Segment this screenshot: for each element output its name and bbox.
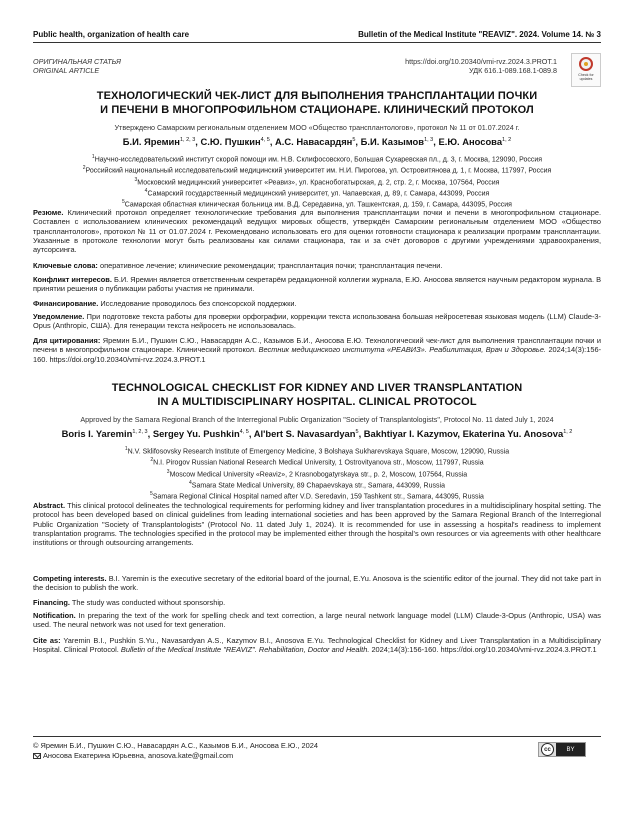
cc-license-badge[interactable] [538,742,586,757]
en-author-name: Bakhtiyar I. Kazymov [363,428,458,439]
en-funding [33,598,601,607]
en-author-affil-ref: 1, 2, 3 [132,428,148,435]
en-author-name: Al'bert S. Navasardyan [253,428,356,439]
en-cite-main: Yaremin B.I., Pushkin S.Yu., Navasardyan A.S., Kazymov B.I., Anosova E.Yu. Technological Checklist for Kidney and Liver Transplantation in a Multidisciplinary Hospital. Clinical Protocol. [33,636,602,655]
ru-affiliation-text: Самарская областная клиническая больница им. В.Д. Середавина, ул. Ташкентская, д. 159, г. Самара, 443095, Россия [124,201,512,209]
crossmark-icon [579,57,593,71]
contact-name: Аносова Екатерина Юрьевна, [43,751,146,760]
en-author-name: Ekaterina Yu. Anosova [462,428,564,439]
ru-affiliations [33,153,601,210]
header-section: Public health, organization of health care [33,29,190,39]
ru-cite-doi[interactable]: 2024;14(3):156-160. https://doi.org/10.20340/vmi-rvz.2024.3.PROT.1 [33,345,602,364]
running-header [33,26,601,42]
ru-affiliation-number: 2 [82,165,86,172]
footer-divider [33,736,601,737]
en-author [62,428,153,439]
en-affiliation-text: Moscow Medical University «Reaviz», 2 Krasnobogatyrskaya str., p. 2, Moscow, 107564, Russia [169,470,468,478]
ru-affiliation-number: 5 [122,199,125,206]
article-type-en: ORIGINAL ARTICLE [33,66,100,75]
ru-author-name: Б.И. Казымов [360,136,425,147]
en-affiliation-text: N.V. Sklifosovsky Research Institute of Emergency Medicine, 3 Bolshaya Sukharevskaya Square, Moscow, 129090, Russia [127,448,510,456]
en-conflict-label: Competing interests. [33,574,107,583]
ru-author-separator: , [355,136,361,147]
en-affiliations [33,445,601,502]
ru-author-affil-ref: 5 [352,136,356,143]
en-author [153,428,254,439]
en-author [463,428,573,439]
ru-notice-text: При подготовке текста работы для проверки орфографии, коррекции текста использована большая нейросетевая языковая модель (LLM) Claude-3-Opus (Anthropic, США). Для генерации текста нейросеть не использовалась. [33,312,601,331]
ru-cite-main: Яремин Б.И., Пушкин С.Ю., Навасардян А.С., Казымов Б.И., Аносова Е.Ю. Технологический чек-лист для выполнения трансплантации почки и печени в многопрофильном стационаре. Клинический протокол. [33,336,601,355]
ru-citation [33,336,601,364]
ru-keywords-label: Ключевые слова: [33,261,98,270]
ru-author-name: С.Ю. Пушкин [200,136,261,147]
en-notice-text: In preparing the text of the work for spelling check and text correction, a large neural network language model (LLM) Claude-3-Opus (Anthropic, USA) was used. The neural network was not used for text generation. [33,611,601,630]
en-affiliation-number: 3 [166,468,170,475]
udc-code: УДК 616.1-089.168.1-089.8 [468,66,557,75]
ru-author-affil-ref: 1, 2, 3 [179,136,196,143]
ru-author-affil-ref: 4, 5 [260,136,270,143]
ru-cite-journal: Вестник медицинского института «РЕАВИЗ». Реабилитация, Врач и Здоровье. [258,345,546,355]
ru-author [123,136,201,147]
en-affiliation-number: 1 [124,446,128,452]
ru-notice-label: Уведомление. [33,312,85,321]
badge-label: Check for updates [578,73,594,81]
ru-affiliation [33,153,601,164]
ru-author-affil-ref: 1, 3 [424,136,434,143]
ru-author-separator: , [269,136,276,147]
en-title-line-1: TECHNOLOGICAL CHECKLIST FOR KIDNEY AND LIVER TRANSPLANTATION [111,382,523,394]
header-divider [33,42,601,43]
en-conflict-text: B.I. Yaremin is the executive secretary of the editorial board of the journal, E.Yu. Anosova is the scientific editor of the journal. They did not take part in the decision to publish the work. [33,574,601,593]
ru-title [33,89,601,117]
ru-notice [33,312,601,331]
en-author-affil-ref: 1, 2 [563,428,573,435]
ru-affiliation [33,164,601,175]
en-notice [33,611,601,630]
ru-affiliation [33,187,601,198]
en-author-list [33,428,601,439]
ru-author-name: А.С. Навасардян [275,136,353,147]
en-author-separator: , [248,428,254,439]
en-author-affil-ref: 4, 5 [239,428,249,435]
cc-by-label: BY [556,743,585,756]
en-affiliation [33,468,601,479]
ru-affiliation-text: Научно-исследовательский институт скорой помощи им. Н.В. Склифосовского, Большая Сухаревская пл., д. 3, г. Москва, 129090, Россия [94,156,543,164]
ru-cite-label: Для цитирования: [33,336,101,345]
en-author-separator: , [147,428,153,439]
article-meta [33,57,601,83]
en-funding-text: The study was conducted without sponsorship. [71,598,226,607]
en-notice-label: Notification. [33,611,76,620]
en-affiliation-text: Samara State Medical University, 89 Chapaevskaya str., Samara, 443099, Russia [191,482,445,490]
header-journal: Bulletin of the Medical Institute "REAVIZ". 2024. Volume 14. № 3 [358,29,601,39]
ru-conflict [33,275,601,294]
ru-author [438,136,511,147]
ru-author [275,136,361,147]
ru-abstract [33,208,601,254]
cc-icon: cc [541,743,554,756]
en-affiliation [33,479,601,490]
ru-author-name: Б.И. Яремин [122,136,180,147]
ru-funding-label: Финансирование. [33,299,99,308]
en-approved: Approved by the Samara Regional Branch of the Interregional Public Organization "Society of Transplantologists", Protocol No. 11 dated July 1, 2024 [80,415,554,424]
ru-conflict-label: Конфликт интересов. [33,275,112,284]
en-affiliation [33,456,601,467]
en-title [33,381,601,409]
en-funding-label: Financing. [33,598,70,607]
ru-conflict-text: Б.И. Яремин является ответственным секретарём редакционной коллегии журнала, Е.Ю. Аносова является научным редактором журнала. В принятии решения о публикации работы участия не принимали. [33,275,601,294]
page-footer [33,741,318,761]
en-abstract [33,501,601,547]
en-author-separator: , [358,428,364,439]
ru-author-name: Е.Ю. Аносова [438,136,503,147]
article-identifiers [405,57,557,75]
en-affiliation [33,490,601,501]
en-affiliation [33,445,601,456]
en-affiliation-number: 4 [189,479,192,486]
en-affiliation-text: N.I. Pirogov Russian National Research Medical University, 1 Ostrovityanova str., Moscow, 117997, Russia [153,459,484,467]
en-cite-journal: Bulletin of the Medical Institute "REAVIZ". Rehabilitation, Doctor and Health. [120,645,370,655]
doi-link[interactable]: https://doi.org/10.20340/vmi-rvz.2024.3.PROT.1 [405,57,557,66]
en-abstract-text: This clinical protocol delineates the technological requirements for performing kidney and liver transplantation procedures in a multidisciplinary hospital setting. The protocol has been developed based on clinical guidelines from leading international societies and has been approved by the Samara Regional Branch of the Interregional Public Organization "Society of Transplantologists" (Protocol No. 11 dated July 1, 2024). It is recommended for use in assessing a hospital's readiness to implement transplantation programs. The technologies specified in the protocol may be implemented either through the hospital's own resources or via agreements with other healthcare institutions or through outsourcing arrangements. [33,501,601,548]
en-conflict [33,574,601,593]
en-author-affil-ref: 5 [355,428,359,435]
article-type [33,57,121,75]
ru-affiliation [33,176,601,187]
en-affiliation-number: 5 [150,491,153,498]
ru-affiliation-text: Московский медицинский университет «Реавиз», ул. Краснобогатырская, д. 2, стр. 2, г. Москва, 107564, Россия [137,178,500,186]
ru-affiliation-text: Самарский государственный медицинский университет, ул. Чапаевская, д. 89, г. Самара, 443099, Россия [147,190,490,198]
ru-title-line-1: ТЕХНОЛОГИЧЕСКИЙ ЧЕК-ЛИСТ ДЛЯ ВЫПОЛНЕНИЯ ТРАНСПЛАНТАЦИИ ПОЧКИ [96,90,538,102]
en-affiliation-number: 2 [150,457,154,464]
ru-abstract-label: Резюме. [33,208,64,217]
en-affiliation-text: Samara Regional Clinical Hospital named after V.D. Seredavin, 159 Tashkent str., Samara, 443095, Russia [152,493,484,501]
en-author-separator: , [457,428,463,439]
en-cite-label: Cite as: [33,636,61,645]
copyright-notice: © Яремин Б.И., Пушкин С.Ю., Навасардян А.С., Казымов Б.И., Аносова Е.Ю., 2024 [33,741,318,750]
ru-affiliation-number: 1 [91,154,95,160]
ru-author-separator: , [433,136,439,147]
ru-affiliation-number: 3 [134,176,138,183]
en-author-name: Sergey Yu. Pushkin [152,428,240,439]
ru-author-separator: , [195,136,201,147]
ru-funding-text: Исследование проводилось без спонсорской поддержки. [100,299,297,308]
ru-author [361,136,439,147]
ru-affiliation-text: Российский национальный исследовательский медицинский университет им. Н.И. Пирогова, ул. Островитянова д. 1, г. Москва, 117997, Россия [85,167,552,175]
envelope-icon [33,753,41,759]
en-citation [33,636,601,655]
en-author [254,428,364,439]
ru-keywords-text: оперативное лечение; клинические рекомендации; трансплантация почки; трансплантация печени. [99,261,443,270]
ru-affiliation-number: 4 [144,187,148,194]
article-type-ru: ОРИГИНАЛЬНАЯ СТАТЬЯ [33,57,121,66]
ru-funding [33,299,601,308]
en-abstract-label: Abstract. [33,501,66,510]
ru-author-affil-ref: 1, 2 [502,136,512,143]
contact-email[interactable]: anosova.kate@gmail.com [147,751,234,760]
ru-author [200,136,275,147]
ru-approved: Утверждено Самарским региональным отделением МОО «Общество трансплантологов», протокол № 11 от 01.07.2024 г. [114,123,520,132]
en-author [364,428,463,439]
correspondence [33,751,318,761]
en-cite-doi[interactable]: 2024;14(3):156-160. https://doi.org/10.20340/vmi-rvz.2024.3.PROT.1 [371,645,597,655]
check-for-updates-badge[interactable] [571,53,601,87]
ru-keywords [33,261,601,270]
en-author-name: Boris I. Yaremin [61,428,133,439]
ru-author-list [33,136,601,147]
ru-title-line-2: И ПЕЧЕНИ В МНОГОПРОФИЛЬНОМ СТАЦИОНАРЕ. КЛИНИЧЕСКИЙ ПРОТОКОЛ [100,104,534,116]
ru-abstract-text: Клинический протокол определяет технологические требования для выполнения трансплантации почки и печени в многопрофильном стационаре. Составлен с использованием клинических рекомендаций ведущих мировых обществ, утверждён Самарским региональным отделением МОО «Общество трансплантологов», протокол № 11 от 01.07.2024 г. Рекомендовано использовать его для оценки готовности стационара к реализации программ трансплантации. Указанные в протоколе технологии могут быть реализованы как силами стационара, так и за счёт договоров с другими учреждениями здравоохранения, аутсорсинга. [33,208,601,255]
en-title-line-2: IN A MULTIDISCIPLINARY HOSPITAL. CLINICAL PROTOCOL [157,396,477,408]
